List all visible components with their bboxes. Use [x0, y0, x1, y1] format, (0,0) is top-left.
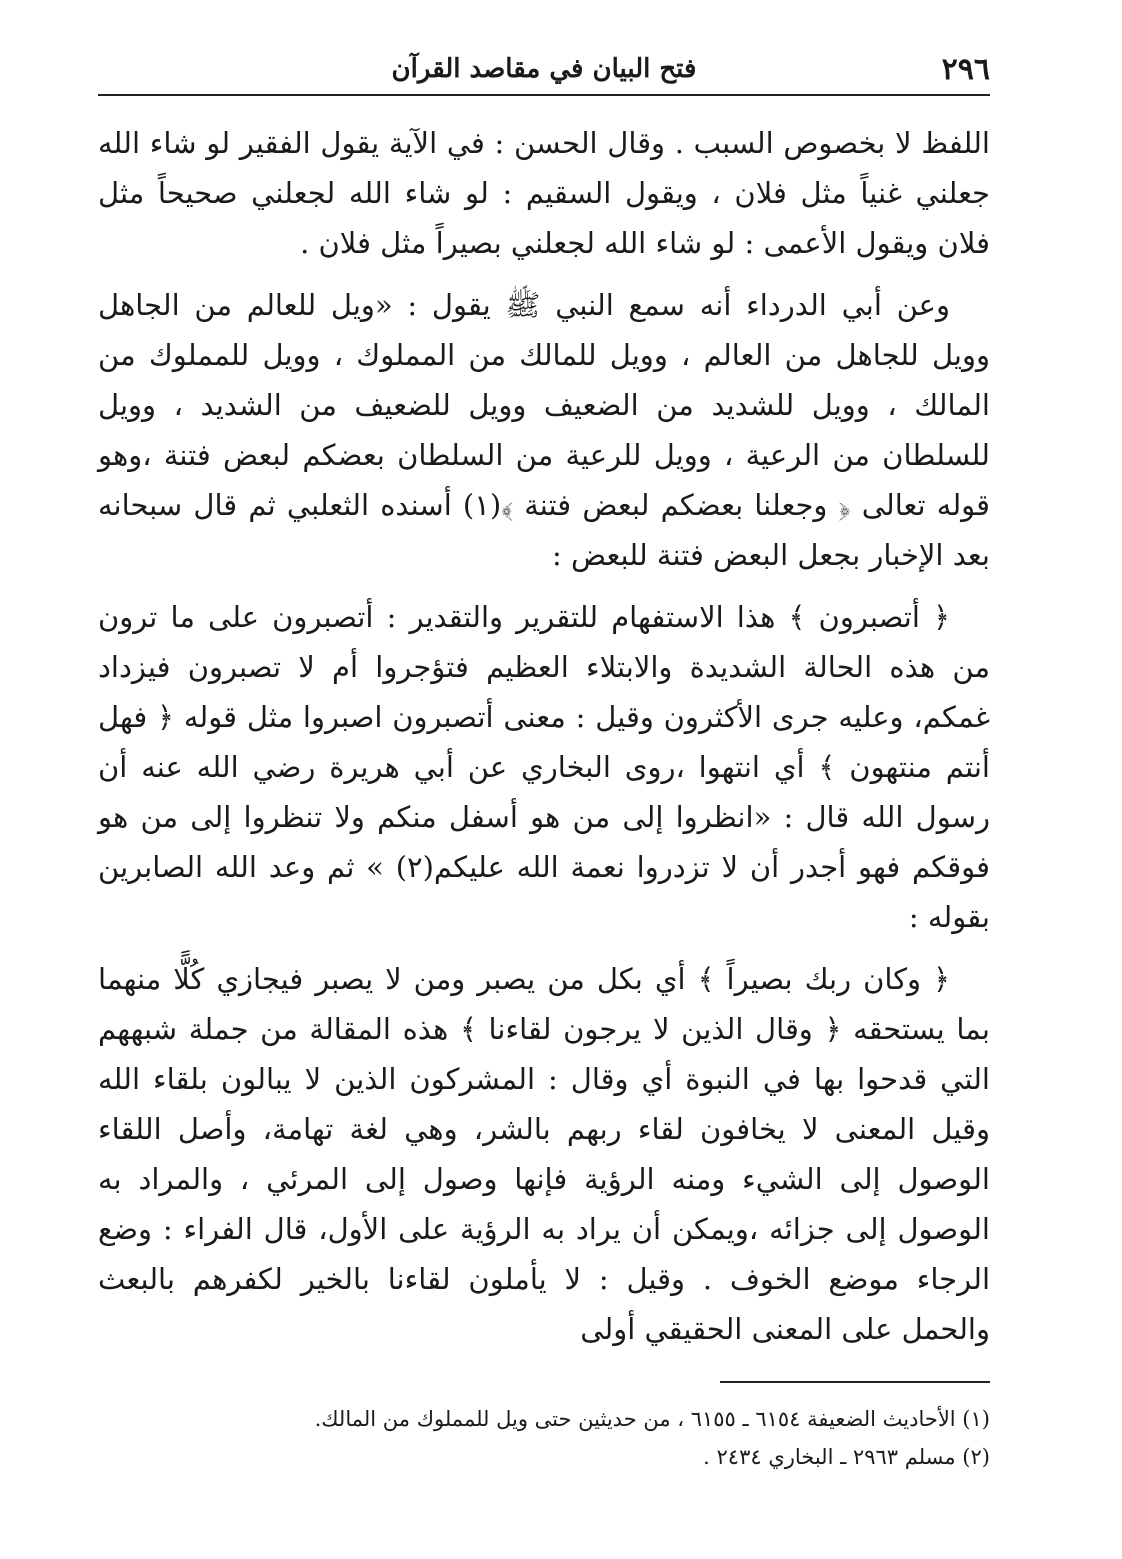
footnote: (١) الأحاديث الضعيفة ٦١٥٤ ـ ٦١٥٥ ، من حديثين حتى ويل للمملوك من المالك.	[314, 1407, 990, 1431]
page-number: ٢٩٦	[941, 52, 990, 87]
paragraph: ﴿ أتصبرون ﴾ هذا الاستفهام للتقرير والتقدير : أتصبرون على ما ترون من هذه الحالة الشديدة والابتلاء العظيم فتؤجروا أم لا تصبرون فيزداد غمكم، وعليه جرى الأكثرون وقيل : معنى أتصبرون اصبروا مثل قوله ﴿ فهل أنتم منتهون ﴾ أي انتهوا ،روى البخاري عن أبي هريرة رضي الله عنه أن رسول الله قال : «انظروا إلى من هو أسفل منكم ولا تنظروا إلى من هو فوقكم فهو أجدر أن لا تزدروا نعمة الله عليكم(٢) » ثم وعد الله الصابرين بقوله :	[98, 600, 990, 934]
paragraph: ﴿ وكان ربك بصيراً ﴾ أي بكل من يصبر ومن لا يصبر فيجازي كُلًّا منهما بما يستحقه ﴿ وقال الذين لا يرجون لقاءنا ﴾ هذه المقالة من جملة شبههم التي قدحوا بها في النبوة أي وقال : المشركون الذين لا يبالون بلقاء الله وقيل المعنى لا يخافون لقاء ربهم بالشر، وهي لغة تهامة، وأصل اللقاء الوصول إلى الشيء ومنه الرؤية فإنها وصول إلى المرئي ، والمراد به الوصول إلى جزائه ،ويمكن أن يراد به الرؤية على الأول، قال الفراء : وضع الرجاء موضع الخوف . وقيل : لا يأملون لقاءنا بالخير لكفرهم بالبعث والحمل على المعنى الحقيقي أولى	[98, 962, 990, 1346]
footnotes	[98, 1400, 990, 1476]
header-rule	[98, 94, 990, 96]
paragraph: وعن أبي الدرداء أنه سمع النبي ﷺ يقول : «ويل للعالم من الجاهل وويل للجاهل من العالم ، وويل للمالك من المملوك ، وويل للمملوك من المالك ، وويل للشديد من الضعيف وويل للضعيف من الشديد ، وويل للسلطان من الرعية ، وويل للرعية من السلطان بعضكم لبعض فتنة ،وهو قوله تعالى ﴿ وجعلنا بعضكم لبعض فتنة ﴾(١) أسنده الثعلبي ثم قال سبحانه بعد الإخبار بجعل البعض فتنة للبعض :	[98, 288, 990, 572]
footnote: (٢) مسلم ٢٩٦٣ ـ البخاري ٢٤٣٤ .	[703, 1445, 990, 1469]
running-header	[98, 48, 990, 90]
book-title: فتح البيان في مقاصد القرآن	[391, 54, 697, 84]
main-text	[98, 118, 990, 1366]
paragraph: اللفظ لا بخصوص السبب . وقال الحسن : في الآية يقول الفقير لو شاء الله جعلني غنياً مثل فلان ، ويقول السقيم : لو شاء الله لجعلني صحيحاً مثل فلان ويقول الأعمى : لو شاء الله لجعلني بصيراً مثل فلان .	[98, 126, 990, 260]
footnote-rule	[720, 1381, 990, 1383]
